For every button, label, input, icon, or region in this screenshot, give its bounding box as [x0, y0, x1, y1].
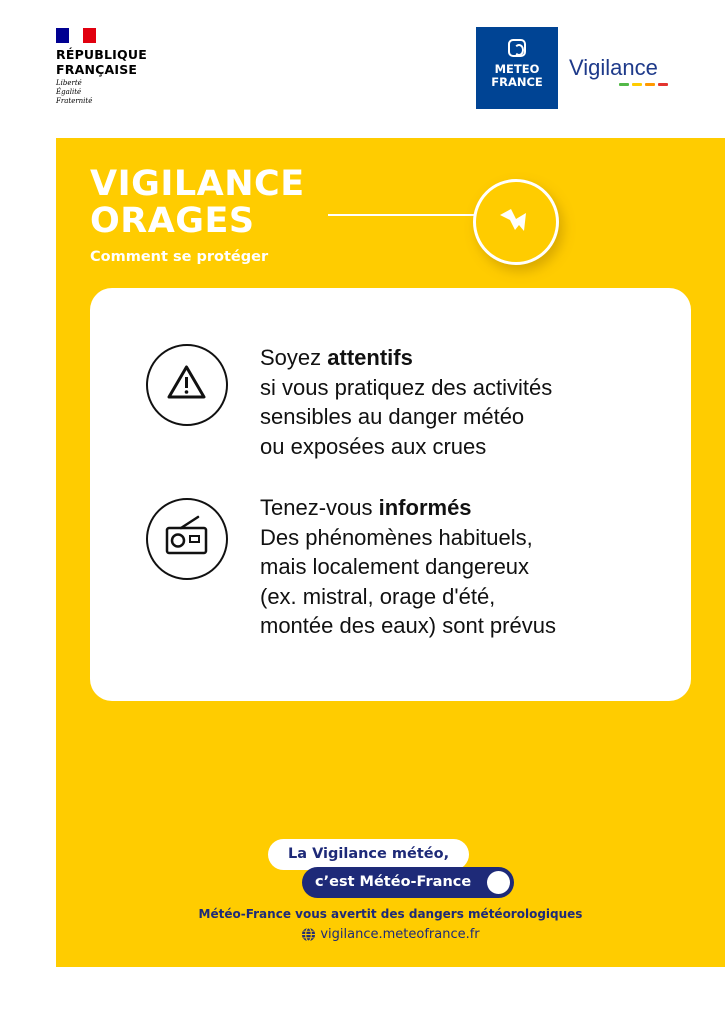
footer-url-text[interactable]: vigilance.meteofrance.fr — [320, 927, 480, 942]
republique-francaise-logo — [56, 28, 147, 106]
title-divider — [328, 214, 478, 216]
advice-item-attentifs: Soyez attentifs si vous pratiquez des activités sensibles au danger météo ou exposées aux crues — [260, 345, 553, 459]
advice-item-informes: Tenez-vous informés Des phénomènes habituels, mais localement dangereux (ex. mistral, orage d'été, montée des eaux) sont prévus — [260, 495, 556, 638]
advice-keyword: informés — [378, 495, 472, 520]
mf-line1: METEO — [494, 62, 540, 76]
footer-url[interactable] — [56, 927, 725, 942]
french-flag-icon — [56, 28, 96, 43]
page-subtitle: Comment se protéger — [90, 249, 269, 265]
vigilance-color-bars — [569, 83, 668, 86]
toggle-knob-icon — [487, 871, 510, 894]
radio-icon — [148, 500, 225, 577]
rf-name: RÉPUBLIQUE FRANÇAISE — [56, 47, 147, 77]
tagline-pill-1: La Vigilance météo, — [268, 839, 469, 870]
vigilance-label: Vigilance — [569, 55, 658, 80]
mf-line2: FRANCE — [491, 75, 543, 89]
rf-motto: Liberté Égalité Fraternité — [56, 79, 93, 105]
warning-icon — [148, 346, 225, 423]
page-title: VIGILANCE ORAGES — [90, 164, 305, 241]
lightning-icon — [494, 200, 538, 244]
radio-circle — [146, 498, 228, 580]
meteo-france-logo — [476, 27, 558, 109]
tagline-pill-2: c’est Météo-France — [302, 867, 514, 898]
lightning-badge — [473, 179, 559, 265]
advice-keyword: attentifs — [327, 345, 413, 370]
globe-icon — [301, 927, 316, 942]
warning-circle — [146, 344, 228, 426]
vigilance-logo — [569, 56, 668, 86]
footer-warning-text: Météo-France vous avertit des dangers météorologiques — [198, 907, 583, 921]
meteo-france-emblem-icon — [508, 39, 526, 57]
advice-card — [90, 288, 691, 701]
